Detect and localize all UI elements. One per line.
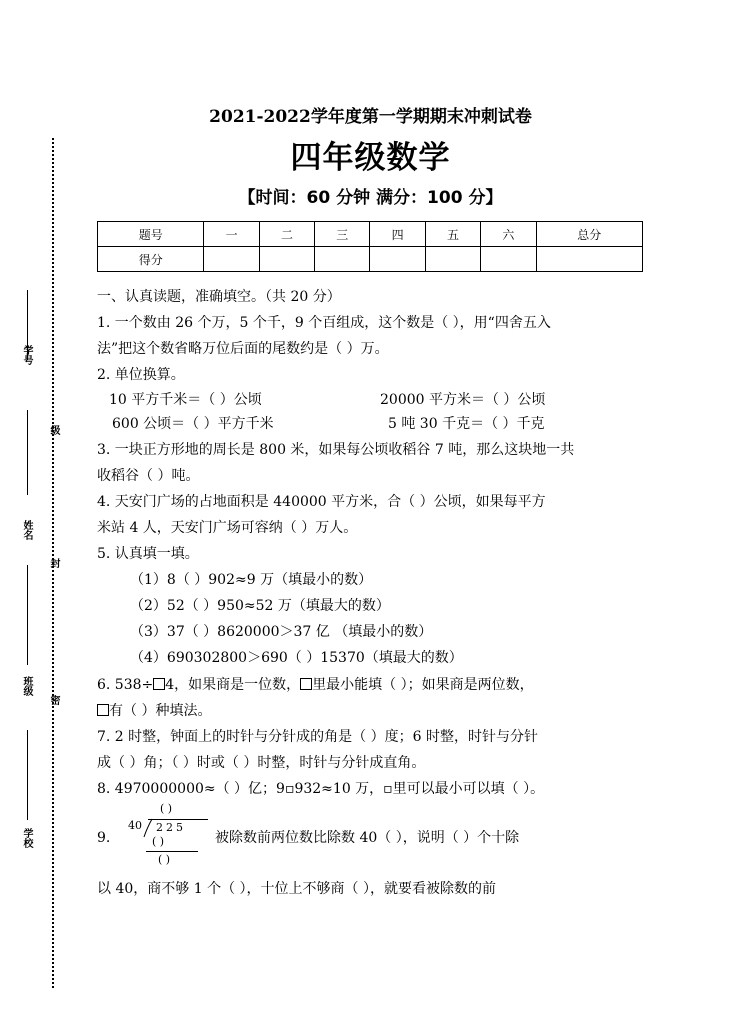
- score-table: [97, 221, 643, 272]
- score-row-label: 得分: [98, 247, 204, 272]
- subject-title: 四年级数学: [290, 140, 451, 176]
- table-cell: 题号: [98, 222, 204, 247]
- question-3-line-2: 收稻谷（ ）吨。: [97, 468, 200, 484]
- name-label: 姓名: [21, 520, 32, 540]
- class-label: 班级: [21, 676, 32, 696]
- seal-char-feng: 封: [48, 558, 59, 568]
- question-5-1: （1）8（ ）902≈9 万（填最小的数）: [130, 572, 373, 588]
- question-5-4: （4）690302800＞690（ ）15370（填最大的数）: [130, 650, 463, 666]
- question-9-line-2: 以 40，商不够 1 个（ ），十位上不够商（ ），就要看被除数的前: [97, 881, 496, 897]
- question-2-d: 5 吨 30 千克＝（ ）千克: [388, 416, 545, 432]
- division-bar: [148, 819, 208, 820]
- question-1-line-2: 法”把这个数省略万位后面的尾数约是（ ）万。: [97, 341, 389, 357]
- table-cell: 三: [315, 222, 370, 247]
- table-cell: 四: [370, 222, 425, 247]
- question-1-line-1: 1. 一个数由 26 个万，5 个千，9 个百组成，这个数是（ ），用“四舍五入: [97, 315, 551, 331]
- score-cell[interactable]: [259, 247, 314, 272]
- question-2-title: 2. 单位换算。: [97, 367, 185, 383]
- q6-part-d: 有（ ）种填法。: [109, 703, 212, 719]
- question-9-number: 9.: [97, 830, 111, 846]
- score-cell[interactable]: [370, 247, 425, 272]
- question-7-line-2: 成（ ）角；（ ）时或（ ）时整，时针与分针成直角。: [97, 755, 426, 771]
- class-level-blank-line[interactable]: [27, 410, 28, 495]
- seal-char-mi: 密: [48, 695, 59, 705]
- seal-char-ji: 级: [48, 425, 59, 435]
- division-divisor: 40: [128, 819, 142, 832]
- question-4-line-2: 米站 4 人，天安门广场可容纳（ ）万人。: [97, 520, 358, 536]
- question-2-a: 10 平方千米＝（ ）公顷: [109, 392, 262, 408]
- q6-part-c: 里最小能填（ ）；如果商是两位数，: [312, 677, 534, 693]
- school-blank-line[interactable]: [27, 730, 28, 820]
- question-7-line-1: 7. 2 时整，钟面上的时针与分针成的角是（ ）度；6 时整，时针与分针: [97, 729, 538, 745]
- score-cell[interactable]: [204, 247, 259, 272]
- score-table-score-row: [98, 247, 643, 272]
- table-cell: 二: [259, 222, 314, 247]
- q6-part-b: 4，如果商是一位数，: [165, 677, 301, 693]
- student-id-label: 学号: [21, 345, 32, 365]
- question-2-c: 600 公顷＝（ ）平方千米: [112, 416, 274, 432]
- table-cell: 一: [204, 222, 259, 247]
- division-quotient-blank: ( ): [160, 802, 173, 815]
- score-cell[interactable]: [315, 247, 370, 272]
- question-5-title: 5. 认真填一填。: [97, 546, 199, 562]
- question-4-line-1: 4. 天安门广场的占地面积是 440000 平方米，合（ ）公顷，如果每平方: [97, 494, 546, 510]
- question-5-3: （3）37（ ）8620000＞37 亿 （填最小的数）: [130, 624, 433, 640]
- table-cell: 五: [425, 222, 480, 247]
- question-9-line-1: 被除数前两位数比除数 40（ ），说明（ ）个十除: [215, 830, 520, 846]
- score-cell[interactable]: [536, 247, 642, 272]
- name-blank-line[interactable]: [27, 565, 28, 665]
- division-subtract-line: [146, 851, 198, 852]
- question-5-2: （2）52（ ）950≈52 万（填最大的数）: [130, 598, 390, 614]
- question-6-line-2: [97, 701, 211, 721]
- question-3-line-1: 3. 一块正方形地的周长是 800 米，如果每公顷收稻谷 7 吨，那么这块地一共: [97, 442, 575, 458]
- score-cell[interactable]: [425, 247, 480, 272]
- score-cell[interactable]: [481, 247, 536, 272]
- time-info: 【时间：60 分钟 满分：100 分】: [238, 188, 503, 208]
- question-2-b: 20000 平方米＝（ ）公顷: [380, 392, 546, 408]
- school-year-title: 2021-2022学年度第一学期期末冲刺试卷: [209, 107, 532, 127]
- question-8: 8. 4970000000≈（ ）亿；9▫932≈10 万，▫里可以最小可以填（ ）。: [97, 781, 545, 797]
- question-6-line-1: [97, 675, 534, 695]
- q6-part-a: 6. 538÷: [97, 677, 154, 693]
- blank-box-icon: [153, 678, 165, 690]
- table-cell: 六: [481, 222, 536, 247]
- blank-box-icon: [97, 704, 109, 716]
- blank-box-icon: [300, 678, 312, 690]
- division-dividend: 225: [156, 821, 186, 834]
- long-division-diagram: [128, 802, 208, 868]
- school-label: 学校: [21, 828, 32, 848]
- table-cell: 总分: [536, 222, 642, 247]
- score-table-header-row: [98, 222, 643, 247]
- division-remainder-blank: ( ): [158, 853, 171, 866]
- section1-title: 一、认真读题，准确填空。（共 20 分）: [97, 289, 341, 305]
- division-product-blank: ( ): [152, 835, 165, 848]
